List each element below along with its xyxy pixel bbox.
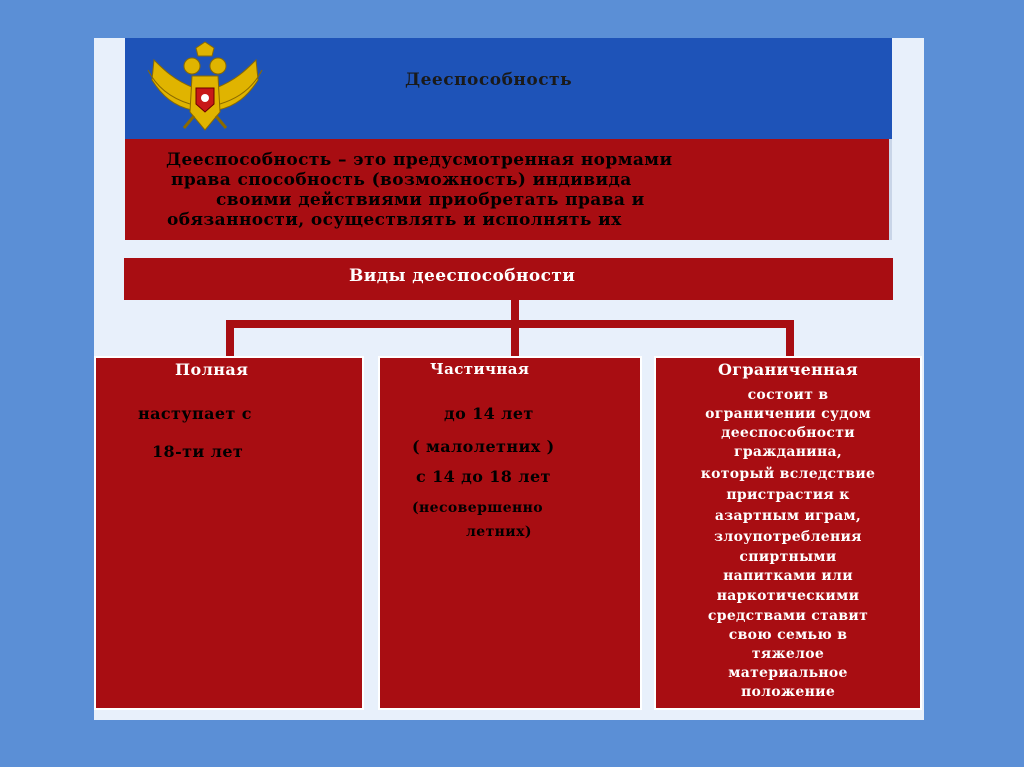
column-partial-line: летних) — [466, 524, 532, 540]
connector-middle — [511, 320, 519, 358]
column-limited-line: положение — [740, 684, 836, 700]
column-full-line: наступает с — [138, 404, 252, 423]
header-title: Дееспособность — [405, 70, 573, 90]
column-partial-line: (несовершенно — [412, 500, 544, 516]
column-full-line: 18-ти лет — [152, 442, 244, 461]
types-title: Виды дееспособности — [349, 266, 576, 286]
definition-line: своими действиями приобретать права и — [216, 190, 645, 210]
column-limited-line: ограничении судом — [705, 406, 871, 422]
column-limited-line: напитками или — [723, 568, 853, 584]
column-limited-line: злоупотребления — [714, 529, 862, 545]
column-limited-line: дееспособности — [721, 425, 855, 441]
column-limited-line: состоит в — [747, 387, 829, 403]
column-limited-line: который вследствие — [700, 466, 876, 482]
column-limited-heading: Ограниченная — [718, 360, 858, 379]
column-limited-line: свою семью в — [728, 627, 848, 643]
column-limited-line: материальное — [728, 665, 848, 681]
column-limited-line: наркотическими — [716, 588, 860, 604]
column-partial-line: ( малолетних ) — [412, 437, 555, 456]
column-limited-line: пристрастия к — [726, 487, 850, 503]
connector-horizontal — [226, 320, 794, 328]
column-partial-line: с 14 до 18 лет — [416, 467, 551, 486]
column-limited-line: средствами ставит — [707, 608, 869, 624]
connector-vertical-main — [511, 300, 519, 322]
definition-line: обязанности, осуществлять и исполнять их — [167, 210, 622, 230]
definition-line: Дееспособность – это предусмотренная нормами — [166, 150, 673, 170]
column-limited-line: тяжелое — [751, 646, 825, 662]
connector-left — [226, 320, 234, 358]
connector-right — [786, 320, 794, 358]
column-limited-line: азартным играм, — [714, 508, 862, 524]
column-limited-line: спиртными — [739, 549, 837, 565]
column-limited-line: гражданина, — [733, 444, 843, 460]
column-partial-heading: Частичная — [430, 360, 530, 378]
coat-of-arms-icon — [134, 40, 276, 136]
definition-line: права способность (возможность) индивида — [171, 170, 632, 190]
column-full-heading: Полная — [175, 360, 249, 379]
column-partial-line: до 14 лет — [444, 404, 534, 423]
